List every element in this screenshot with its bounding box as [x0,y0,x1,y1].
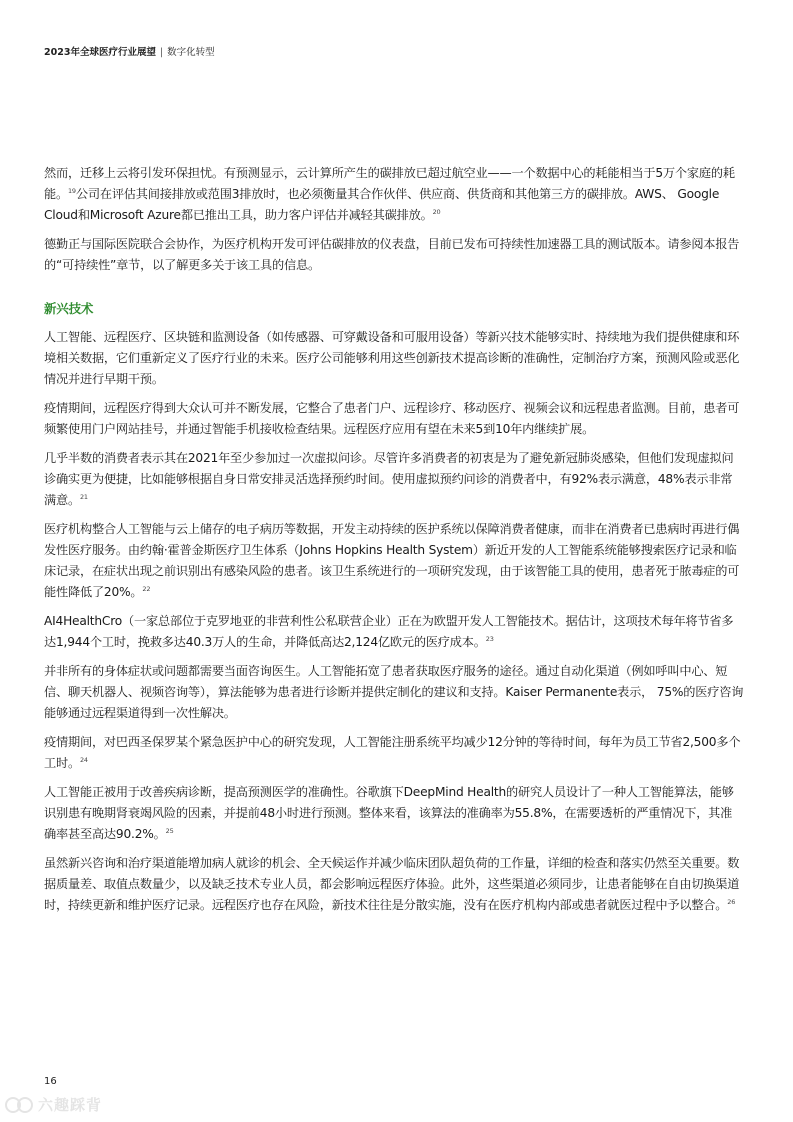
paragraph: 疫情期间，远程医疗得到大众认可并不断发展，它整合了患者门户、远程诊疗、移动医疗、视频会议和远程患者监测。目前，患者可频繁使用门户网站挂号，并通过智能手机接收检查结果。远程医疗应用有望在未来5到10年内继续扩展。 [44,401,740,436]
paragraph: 德勤正与国际医院联合会协作，为医疗机构开发可评估碳排放的仪表盘，目前已发布可持续性加速器工具的测试版本。请参阅本报告的“可持续性”章节，以了解更多关于该工具的信息。 [44,237,740,272]
page-number: 16 [44,1076,57,1087]
paragraph: 疫情期间，对巴西圣保罗某个紧急医护中心的研究发现，人工智能注册系统平均减少12分钟的等待时间，每年为员工节省2,500多个工时。$^{24}$ [44,735,741,770]
running-header [44,44,215,58]
watermark-text: 六趣踩背 [38,1096,103,1114]
footnote-ref: 20 [432,207,441,216]
paragraph: 然而，迁移上云将引发环保担忧。有预测显示，云计算所产生的碳排放已超过航空业——一个数据中心的耗能相当于5万个家庭的耗能。$^{19}$公司在评估其间接排放或范围3排放时，也必须衡量其合作伙伴、供应商、供货商和其他第三方的碳排放。AWS、 Google Cloud和Microsoft Azure都已推出工具，助力客户评估并减轻其碳排放。$^{20}$ [44,166,735,222]
footnote-ref: 25 [165,826,174,835]
footnote-ref: 21 [79,492,88,501]
footnote-ref: 22 [142,584,151,593]
watermark-logo-icon [4,1096,34,1114]
footnote-ref: 19 [67,186,76,195]
paragraph: 人工智能、远程医疗、区块链和监测设备（如传感器、可穿戴设备和可服用设备）等新兴技术能够实时、持续地为我们提供健康和环境相关数据，它们重新定义了医疗行业的未来。医疗公司能够利用这些创新技术提高诊断的准确性，定制治疗方案，预测风险或恶化情况并进行早期干预。 [44,330,740,386]
paragraph: 虽然新兴咨询和治疗渠道能增加病人就诊的机会、全天候运作并减少临床团队超负荷的工作量，详细的检查和落实仍然至关重要。数据质量差、取值点数量少，以及缺乏技术专业人员，都会影响远程医疗体验。此外，这些渠道必须同步，让患者能够在自由切换渠道时，持续更新和维护医疗记录。远程医疗也存在风险，新技术往往是分散实施，没有在医疗机构内部或患者就医过程中予以整合。$^{26}$ [44,856,740,912]
paragraph: 并非所有的身体症状或问题都需要当面咨询医生。人工智能拓宽了患者获取医疗服务的途径。通过自动化渠道（例如呼叫中心、短信、聊天机器人、视频咨询等），算法能够为患者进行诊断并提供定制化的建议和支持。Kaiser Permanente表示， 75%的医疗咨询能够通过远程渠道得到一次性解决。 [44,664,744,720]
paragraph: 人工智能正被用于改善疾病诊断，提高预测医学的准确性。谷歌旗下DeepMind Health的研究人员设计了一种人工智能算法，能够识别患有晚期肾衰竭风险的因素，并提前48小时进行预测。整体来看，该算法的准确率为55.8%，在需要透析的严重情况下，其准确率甚至高达90.2%。$^{25}$ [44,785,734,841]
paragraph: AI4HealthCro（一家总部位于克罗地亚的非营利性公私联营企业）正在为欧盟开发人工智能技术。据估计，这项技术每年将节省多达1,944个工时，挽救多达40.3万人的生命，并降低高达2,124亿欧元的医疗成本。$^{23}$ [44,614,734,649]
footnote-ref: 23 [485,634,494,643]
section-heading: 新兴技术 [44,301,94,316]
footnote-ref: 24 [79,755,88,764]
report-title: 2023年全球医疗行业展望 [44,47,156,58]
section-name: 数字化转型 [167,47,215,58]
footnote-ref: 26 [727,897,736,906]
paragraph: 几乎半数的消费者表示其在2021年至少参加过一次虚拟问诊。尽管许多消费者的初衷是为了避免新冠肺炎感染，但他们发现虚拟问诊确实更为便捷，比如能够根据自身日常安排灵活选择预约时间。使用虚拟预约问诊的消费者中，有92%表示满意，48%表示非常满意。$^{21}$ [44,451,734,507]
header-separator: | [159,47,164,58]
paragraph: 医疗机构整合人工智能与云上储存的电子病历等数据，开发主动持续的医护系统以保障消费者健康，而非在消费者已患病时再进行偶发性医疗服务。由约翰·霍普金斯医疗卫生体系（Johns Hopkins Health System）新近开发的人工智能系统能够搜索医疗记录和临床记录，在症状出现之前识别出有感染风险的患者。该卫生系统进行的一项研究发现，由于该智能工具的使用，患者死于脓毒症的可能性降低了20%。$^{22}$ [44,522,740,599]
watermark [4,1094,102,1115]
main-content [44,163,744,924]
